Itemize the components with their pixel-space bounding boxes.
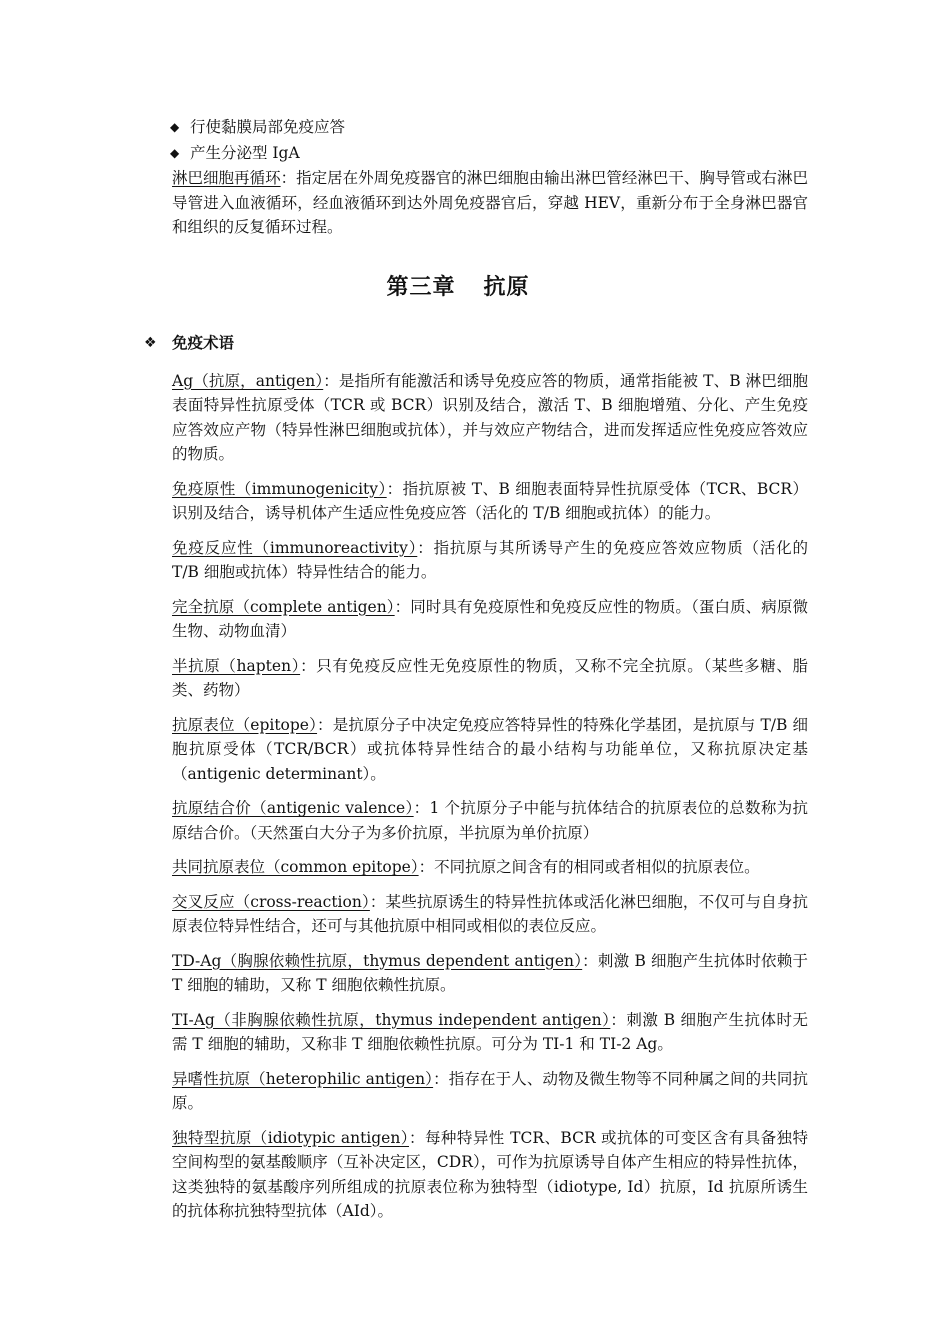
chapter-title: 抗原 (483, 274, 530, 300)
definition-text: ：是指所有能激活和诱导免疫应答的物质，通常指能被 T、B 淋巴细胞表面特异性抗原受体（TCR 或 BCR）识别及结合，激活 T、B 细胞增殖、分化、产生免疫应答效应产物（特异性淋巴细胞或抗体），并与效应产物结合，进而发挥适应性免疫应答效应的物质。 (172, 371, 808, 463)
definition-item (172, 369, 808, 467)
definition-term: 免疫原性（immunogenicity） (172, 479, 387, 498)
bullet-item (150, 114, 808, 140)
definition-term: 异嗜性抗原（heterophilic antigen） (172, 1069, 434, 1088)
diamond-bullet-icon: ◆ (170, 120, 180, 134)
definition-text: ：刺激 B 细胞产生抗体时依赖于 T 细胞的辅助，又称 T 细胞依赖性抗原。 (172, 951, 808, 994)
definition-text: ：不同抗原之间含有的相同或者相似的抗原表位。 (418, 858, 760, 876)
bullet-text: 行使黏膜局部免疫应答 (190, 118, 346, 136)
bullet-item (150, 140, 808, 166)
chapter-number: 第三章 (386, 274, 456, 300)
definition-item (172, 713, 808, 787)
definition-term: 抗原表位（epitope） (172, 715, 318, 734)
definition-item (172, 536, 808, 585)
definition-term: 免疫反应性（immunoreactivity） (172, 538, 418, 557)
definition-text: ：刺激 B 细胞产生抗体时无需 T 细胞的辅助，又称非 T 细胞依赖性抗原。可分为 TI-1 和 TI-2 Ag。 (172, 1010, 808, 1053)
definition-term: 淋巴细胞再循环 (172, 169, 281, 187)
definition-text: ：1 个抗原分子中能与抗体结合的抗原表位的总数称为抗原结合价。（天然蛋白大分子为多价抗原，半抗原为单价抗原） (172, 799, 808, 842)
definition-text: ：同时具有免疫原性和免疫反应性的物质。（蛋白质、病原微生物、动物血清） (172, 597, 808, 640)
definition-text: ：每种特异性 TCR、BCR 或抗体的可变区含有具备独特空间构型的氨基酸顺序（互补决定区，CDR），可作为抗原诱导自体产生相应的特异性抗体，这类独特的氨基酸序列所组成的抗原表位称为独特型（idiotype, Id）抗原，Id 抗原所诱生的抗体称抗独特型抗体（AId）。 (172, 1128, 808, 1220)
quad-diamond-bullet-icon: ❖ (144, 334, 157, 351)
definition-term: 交叉反应（cross-reaction） (172, 892, 370, 911)
definition-item (172, 1126, 808, 1224)
definition-term: 独特型抗原（idiotypic antigen） (172, 1128, 409, 1147)
definition-text: ：某些抗原诱生的特异性抗体或活化淋巴细胞，不仅可与自身抗原表位特异性结合，还可与其他抗原中相同或相似的表位反应。 (172, 892, 808, 935)
definition-item (172, 855, 808, 880)
definition-text: ：指定居在外周免疫器官的淋巴细胞由输出淋巴管经淋巴干、胸导管或右淋巴导管进入血液循环，经血液循环到达外周免疫器官后，穿越 HEV，重新分布于全身淋巴器官和组织的反复循环过程。 (172, 169, 808, 236)
definition-item (172, 890, 808, 939)
definition-text: ：指抗原与其所诱导产生的免疫应答效应物质（活化的 T/B 细胞或抗体）特异性结合的能力。 (172, 538, 808, 581)
definition-item (172, 595, 808, 644)
page-content (144, 114, 808, 1234)
definition-term: Ag（抗原，antigen） (172, 371, 324, 390)
section-title: 免疫术语 (172, 333, 235, 352)
chapter-heading (140, 270, 776, 301)
section-heading (144, 331, 808, 355)
definition-text: ：指抗原被 T、B 细胞表面特异性抗原受体（TCR、BCR）识别及结合，诱导机体产生适应性免疫应答（活化的 T/B 细胞或抗体）的能力。 (172, 479, 808, 522)
definition-item (172, 1008, 808, 1057)
definition-term: 抗原结合价（antigenic valence） (172, 799, 414, 817)
definition-term: 共同抗原表位（common epitope） (172, 858, 419, 876)
recirculation-definition (172, 166, 808, 240)
definition-text: ：只有免疫反应性无免疫原性的物质，又称不完全抗原。（某些多糖、脂类、药物） (172, 656, 808, 699)
definition-term: 完全抗原（complete antigen） (172, 597, 395, 616)
definition-item (172, 1067, 808, 1116)
definition-item (172, 654, 808, 703)
definition-list (172, 369, 808, 1224)
bullet-text: 产生分泌型 IgA (190, 144, 300, 162)
diamond-bullet-icon: ◆ (170, 146, 180, 160)
definition-item (172, 949, 808, 998)
definition-term: 半抗原（hapten） (172, 656, 301, 675)
definition-text: ：指存在于人、动物及微生物等不同种属之间的共同抗原。 (172, 1069, 808, 1112)
definition-item (172, 477, 808, 526)
definition-text: ：是抗原分子中决定免疫应答特异性的特殊化学基团，是抗原与 T/B 细胞抗原受体（TCR/BCR）或抗体特异性结合的最小结构与功能单位，又称抗原决定基（antigenic determinant）。 (172, 715, 808, 783)
definition-term: TD-Ag（胸腺依赖性抗原，thymus dependent antigen） (172, 951, 583, 970)
definition-item (172, 796, 808, 845)
definition-term: TI-Ag（非胸腺依赖性抗原，thymus independent antigen） (172, 1010, 611, 1029)
